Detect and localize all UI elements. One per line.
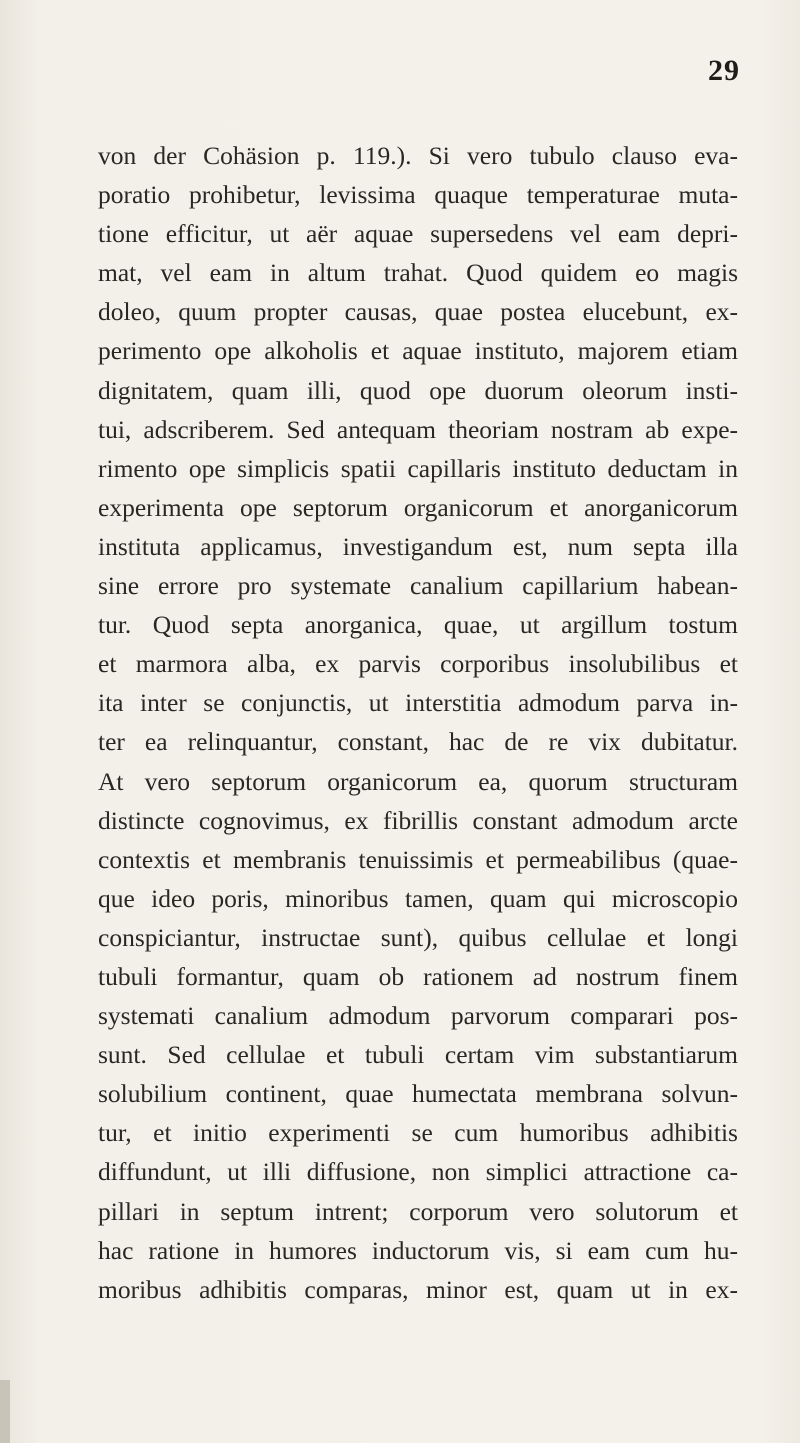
text-line: tione efficitur, ut aër aquae supersedens vel eam depri- (98, 219, 738, 249)
text-line: At vero septorum organicorum ea, quorum structuram (98, 766, 738, 796)
text-line: et marmora alba, ex parvis corporibus insolubilibus et (98, 649, 738, 679)
text-line: tur, et initio experimenti se cum humoribus adhibitis (98, 1118, 738, 1148)
text-line: tubuli formantur, quam ob rationem ad nostrum finem (98, 961, 738, 991)
text-line: poratio prohibetur, levissima quaque temperaturae muta- (98, 180, 738, 210)
text-line: ter ea relinquantur, constant, hac de re vix dubitatur. (98, 727, 738, 757)
text-line: moribus adhibitis comparas, minor est, quam ut in ex- (98, 1274, 738, 1304)
text-line: sine errore pro systemate canalium capillarium habean- (98, 571, 738, 601)
text-line: von der Cohäsion p. 119.). Si vero tubulo clauso eva- (98, 141, 738, 170)
text-line: contextis et membranis tenuissimis et permeabilibus (quae- (98, 844, 738, 874)
text-line: tui, adscriberem. Sed antequam theoriam nostram ab expe- (98, 414, 738, 444)
text-line: hac ratione in humores inductorum vis, si eam cum hu- (98, 1235, 738, 1265)
binding-edge (0, 1380, 10, 1443)
text-line: experimenta ope septorum organicorum et anorganicorum (98, 492, 738, 522)
text-line: instituta applicamus, investigandum est, num septa illa (98, 531, 738, 561)
text-line: sunt. Sed cellulae et tubuli certam vim substantiarum (98, 1040, 738, 1070)
text-line: que ideo poris, minoribus tamen, quam qui microscopio (98, 883, 738, 913)
text-line: perimento ope alkoholis et aquae instituto, majorem etiam (98, 336, 738, 366)
text-line: doleo, quum propter causas, quae postea elucebunt, ex- (98, 297, 738, 327)
text-line: ita inter se conjunctis, ut interstitia admodum parva in- (98, 688, 738, 718)
text-line: solubilium continent, quae humectata membrana solvun- (98, 1079, 738, 1109)
body-text (98, 136, 738, 1309)
page-number: 29 (708, 54, 740, 87)
text-line: mat, vel eam in altum trahat. Quod quidem eo magis (98, 258, 738, 288)
text-line: systemati canalium admodum parvorum comparari pos- (98, 1001, 738, 1031)
text-line: diffundunt, ut illi diffusione, non simplici attractione ca- (98, 1157, 738, 1187)
text-line: rimento ope simplicis spatii capillaris instituto deductam in (98, 453, 738, 483)
text-line: tur. Quod septa anorganica, quae, ut argillum tostum (98, 610, 738, 640)
text-line: distincte cognovimus, ex fibrillis constant admodum arcte (98, 805, 738, 835)
text-line: conspiciantur, instructae sunt), quibus cellulae et longi (98, 922, 738, 952)
text-line: dignitatem, quam illi, quod ope duorum oleorum insti- (98, 375, 738, 405)
text-line: pillari in septum intrent; corporum vero solutorum et (98, 1196, 738, 1226)
